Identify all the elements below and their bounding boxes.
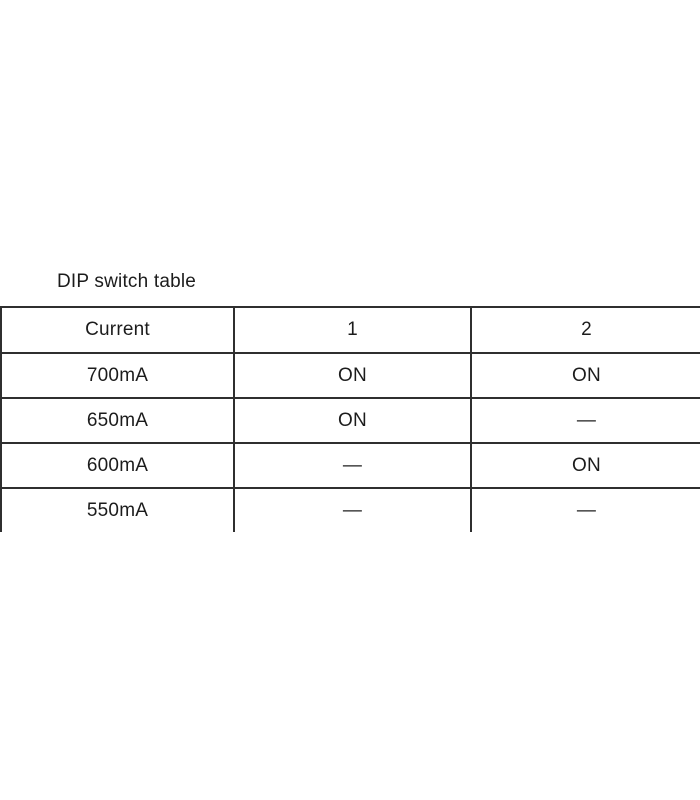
switch2-cell: ON	[471, 443, 700, 488]
dip-switch-table-title: DIP switch table	[57, 271, 197, 292]
table-row	[1, 488, 700, 532]
dip-switch-table	[0, 306, 700, 532]
current-cell: 600mA	[1, 443, 234, 488]
table-row	[1, 398, 700, 443]
header-cell-switch-2: 2	[471, 307, 700, 353]
switch1-cell: ON	[234, 398, 471, 443]
header-row	[1, 307, 700, 353]
switch2-cell: —	[471, 398, 700, 443]
header-cell-switch-1: 1	[234, 307, 471, 353]
current-cell: 650mA	[1, 398, 234, 443]
current-cell: 700mA	[1, 353, 234, 398]
table-row	[1, 443, 700, 488]
table-row	[1, 353, 700, 398]
switch2-cell: —	[471, 488, 700, 532]
header-cell-current: Current	[1, 307, 234, 353]
current-cell: 550mA	[1, 488, 234, 532]
switch1-cell: —	[234, 443, 471, 488]
switch2-cell: ON	[471, 353, 700, 398]
switch1-cell: —	[234, 488, 471, 532]
switch1-cell: ON	[234, 353, 471, 398]
